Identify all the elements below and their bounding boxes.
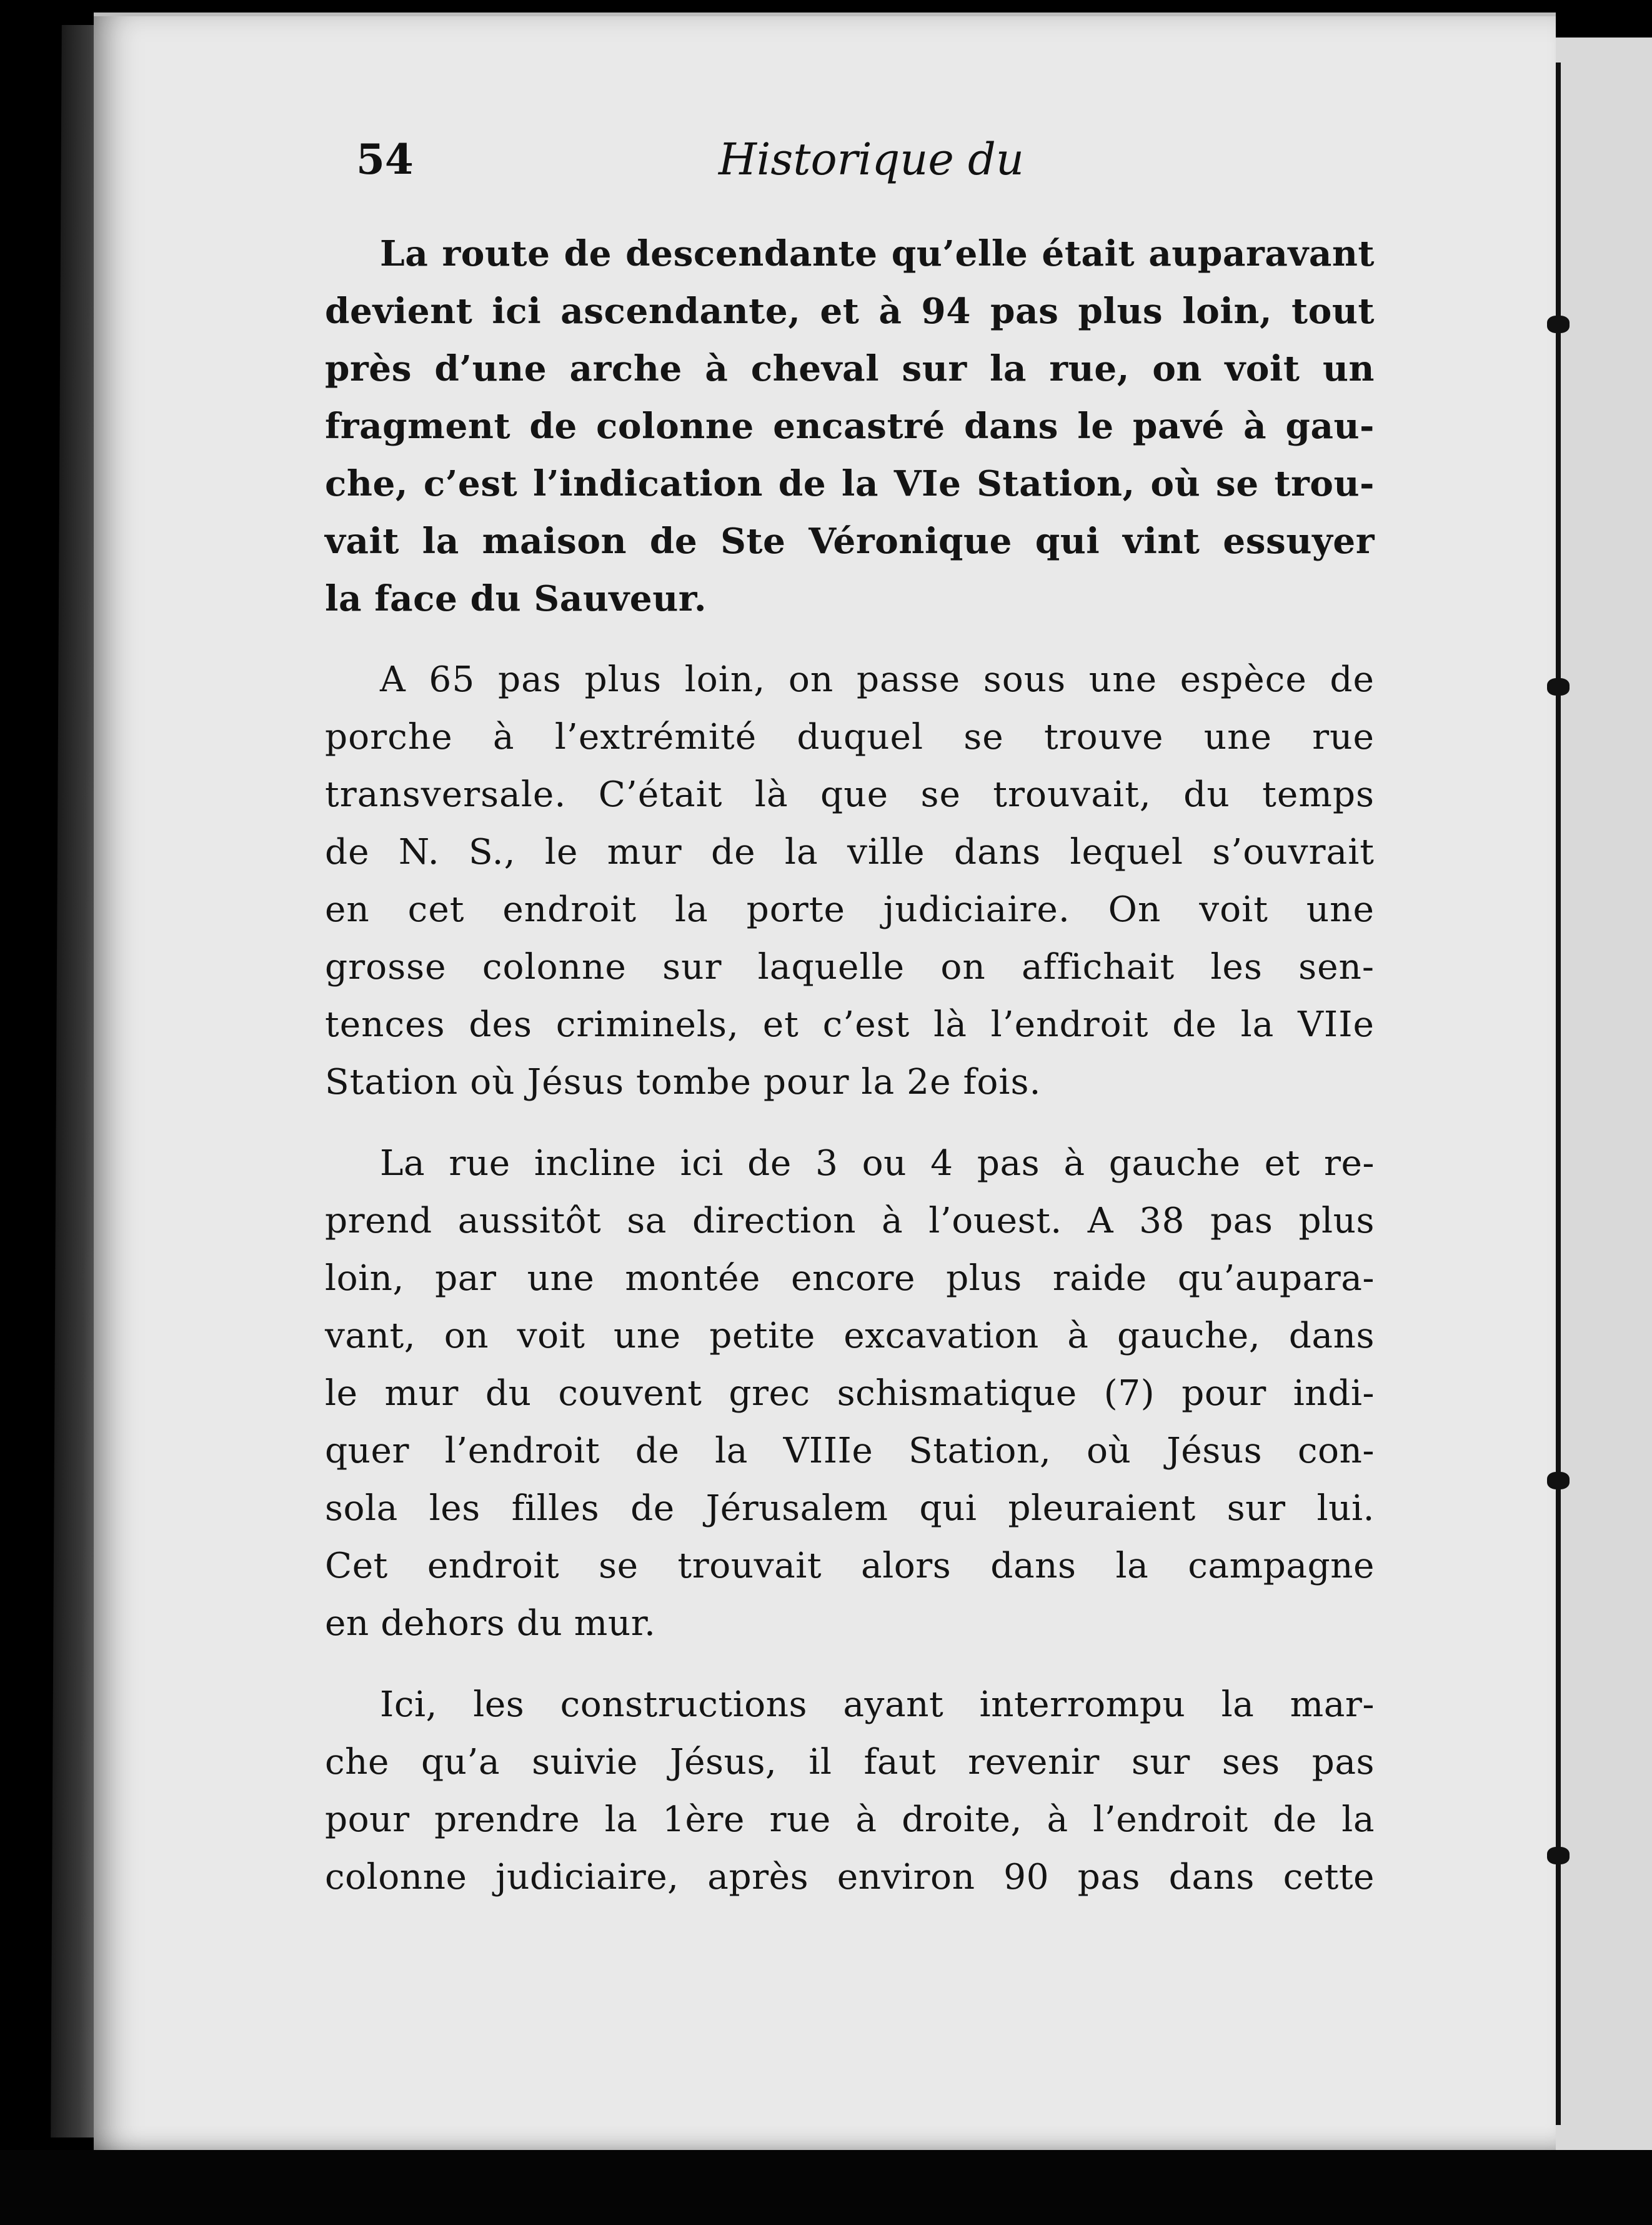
running-title: Historique du <box>719 134 1024 185</box>
paragraph <box>325 225 1375 628</box>
paragraph <box>325 1676 1375 1906</box>
page-fold-line <box>1556 62 1561 2125</box>
text-line: quer l’endroit de la VIIIe Station, où Jésus con- <box>325 1431 1375 1471</box>
binding-stitch <box>1547 1472 1570 1489</box>
text-line: A 65 pas plus loin, on passe sous une espèce de <box>380 659 1375 700</box>
text-line: La route de descendante qu’elle était auparavant <box>380 233 1375 274</box>
body-text <box>325 225 1375 1930</box>
text-line: en dehors du mur. <box>325 1603 656 1644</box>
text-line: pour prendre la 1ère rue à droite, à l’endroit de la <box>325 1799 1375 1840</box>
text-line: vait la maison de Ste Véronique qui vint essuyer <box>325 521 1375 562</box>
text-line: Station où Jésus tombe pour la 2e fois. <box>325 1062 1042 1102</box>
text-line: grosse colonne sur laquelle on affichait les sen- <box>325 947 1375 988</box>
text-line: tences des criminels, et c’est là l’endroit de la VIIe <box>325 1004 1375 1045</box>
text-line: fragment de colonne encastré dans le pavé à gau- <box>325 406 1375 447</box>
scan-bottom-margin <box>0 2150 1652 2225</box>
paragraph <box>325 651 1375 1111</box>
text-line: sola les filles de Jérusalem qui pleuraient sur lui. <box>325 1488 1375 1529</box>
binding-stitch <box>1547 678 1570 696</box>
text-line: Cet endroit se trouvait alors dans la campagne <box>325 1546 1375 1586</box>
binding-stitch <box>1547 316 1570 333</box>
binding-stitch <box>1547 1847 1570 1864</box>
text-line: de N. S., le mur de la ville dans lequel s’ouvrait <box>325 832 1375 872</box>
text-line: vant, on voit une petite excavation à gauche, dans <box>325 1316 1375 1356</box>
text-line: La rue incline ici de 3 ou 4 pas à gauche et re- <box>380 1143 1375 1184</box>
text-line: loin, par une montée encore plus raide qu’aupara- <box>325 1258 1375 1299</box>
page-header <box>356 134 1375 191</box>
text-line: près d’une arche à cheval sur la rue, on voit un <box>325 348 1375 389</box>
text-line: devient ici ascendante, et à 94 pas plus loin, tout <box>325 291 1375 332</box>
text-line: prend aussitôt sa direction à l’ouest. A 38 pas plus <box>325 1201 1375 1241</box>
text-line: porche à l’extrémité duquel se trouve une rue <box>325 717 1375 758</box>
text-line: la face du Sauveur. <box>325 578 707 619</box>
text-line: colonne judiciaire, après environ 90 pas dans cette <box>325 1857 1375 1898</box>
paragraph <box>325 1135 1375 1652</box>
next-page-edge <box>1556 38 1652 2225</box>
page-number: 54 <box>356 135 414 184</box>
text-line: che, c’est l’indication de la VIe Station, où se trou- <box>325 463 1375 504</box>
text-line: che qu’a suivie Jésus, il faut revenir sur ses pas <box>325 1742 1375 1782</box>
text-line: transversale. C’était là que se trouvait, du temps <box>325 774 1375 815</box>
text-line: en cet endroit la porte judiciaire. On voit une <box>325 889 1375 930</box>
text-line: Ici, les constructions ayant interrompu la mar- <box>380 1684 1375 1725</box>
text-line: le mur du couvent grec schismatique (7) pour indi- <box>325 1373 1375 1414</box>
